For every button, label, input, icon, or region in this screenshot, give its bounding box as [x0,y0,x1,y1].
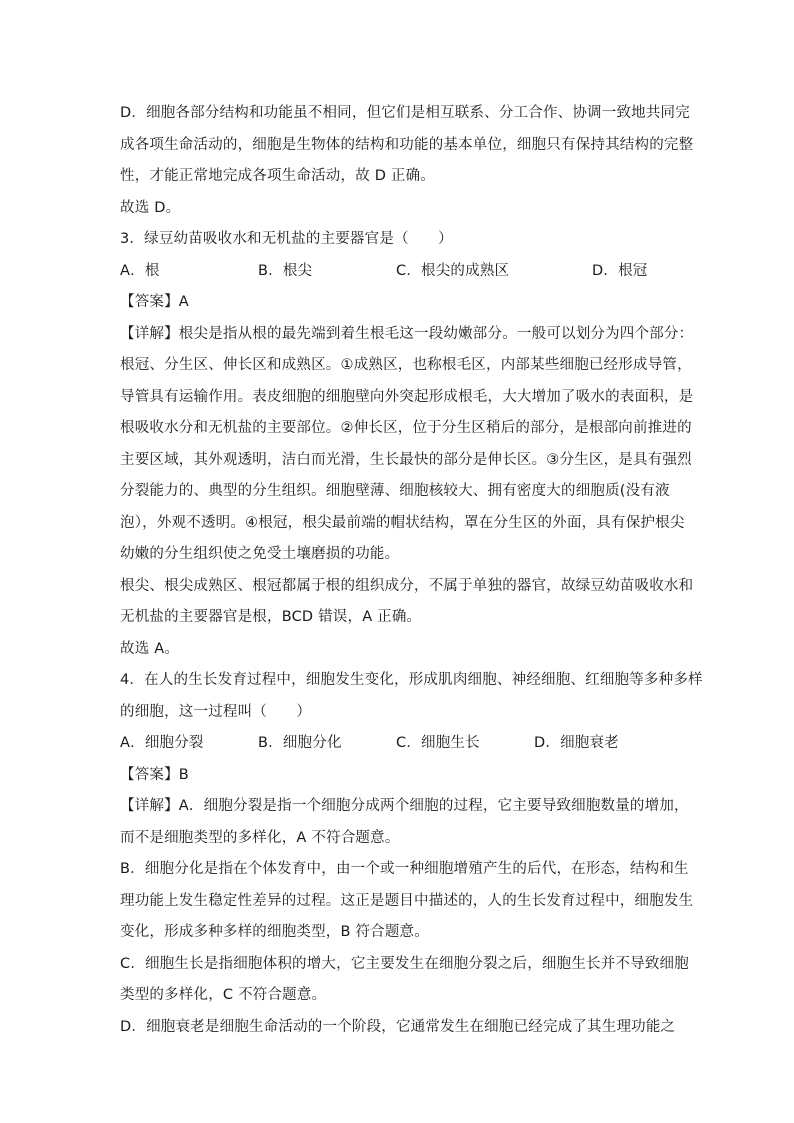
q4-explanation-line: 【详解】A．细胞分裂是指一个细胞分成两个细胞的过程，它主要导致细胞数量的增加， [120,798,689,814]
q3-explanation-line: 【详解】根尖是指从根的最先端到着生根毛这一段幼嫩部分。一般可以划分为四个部分： [120,325,694,342]
q3-explanation-line: 根冠、分生区、伸长区和成熟区。①成熟区，也称根毛区，内部某些细胞已经形成导管， [120,357,692,373]
q4-explanation-line: 变化，形成多种多样的细胞类型，B 符合题意。 [120,924,429,940]
q3-explanation-line: 无机盐的主要器官是根，BCD 错误，A 正确。 [120,609,422,625]
q3-stem: 3．绿豆幼苗吸收水和无机盐的主要器官是（ ） [120,231,453,247]
q3-explanation-line: 主要区域，其外观透明，洁白而光滑，生长最快的部分是伸长区。③分生区，是具有强烈 [120,451,692,468]
q2-option-d-explanation-line-1: D．细胞各部分结构和功能虽不相同，但它们是相互联系、分工合作、协调一致地共同完 [120,105,690,121]
q2-conclusion: 故选 D。 [120,199,181,216]
q4-explanation-line: C．细胞生长是指细胞体积的增大，它主要发生在细胞分裂之后，细胞生长并不导致细胞 [120,955,689,972]
q4-option-c: C．细胞生长 [396,735,480,751]
q4-option-a: A．细胞分裂 [120,735,204,751]
q3-option-c: C．根尖的成熟区 [396,262,510,279]
q4-explanation-line: 类型的多样化，C 不符合题意。 [120,987,327,1003]
q4-explanation-line: 而不是细胞类型的多样化，A 不符合题意。 [120,829,400,846]
q4-stem-line-2: 的细胞，这一过程叫（ ） [120,703,312,720]
q3-conclusion: 故选 A。 [120,640,180,657]
q4-explanation-line: 理功能上发生稳定性差异的过程。这正是题目中描述的，人的生长发育过程中，细胞发生 [120,892,694,909]
q3-explanation-line: 幼嫩的分生组织使之免受土壤磨损的功能。 [120,546,400,562]
q3-explanation-line: 根尖、根尖成熟区、根冠都属于根的组织成分，不属于单独的器官，故绿豆幼苗吸收水和 [120,577,694,594]
q3-option-d: D．根冠 [592,262,648,279]
q3-options [120,256,680,288]
q3-explanation-line: 分裂能力的、典型的分生组织。细胞壁薄、细胞核较大、拥有密度大的细胞质(没有液 [120,483,670,499]
q4-options [120,728,680,760]
q4-explanation-line: D．细胞衰老是细胞生命活动的一个阶段，它通常发生在细胞已经完成了其生理功能之 [120,1018,676,1035]
q3-option-a: A．根 [120,262,160,279]
q4-explanation-line: B．细胞分化是指在个体发育中，由一个或一种细胞增殖产生的后代，在形态，结构和生 [120,861,689,877]
q3-answer: 【答案】A [120,294,189,310]
q4-option-d: D．细胞衰老 [534,735,619,751]
q2-option-d-explanation-line-2: 成各项生命活动的，细胞是生物体的结构和功能的基本单位，细胞只有保持其结构的完整 [120,136,694,153]
q2-option-d-explanation-line-3: 性，才能正常地完成各项生命活动，故 D 正确。 [120,168,435,184]
document-content [120,98,703,1043]
q3-option-b: B．根尖 [258,262,313,279]
q4-answer: 【答案】B [120,766,189,783]
q3-explanation-line: 泡），外观不透明。④根冠，根尖最前端的帽状结构，罩在分生区的外面，具有保护根尖 [120,514,685,531]
q3-explanation-line: 导管具有运输作用。表皮细胞的细胞壁向外突起形成根毛，大大增加了吸水的表面积，是 [120,388,694,405]
q4-option-b: B．细胞分化 [258,735,342,751]
q3-explanation-line: 根吸收水分和无机盐的主要部位。②伸长区，位于分生区稍后的部分，是根部向前推进的 [120,420,692,436]
q4-stem-line-1: 4．在人的生长发育过程中，细胞发生变化，形成肌肉细胞、神经细胞、红细胞等多种多样 [120,672,703,688]
